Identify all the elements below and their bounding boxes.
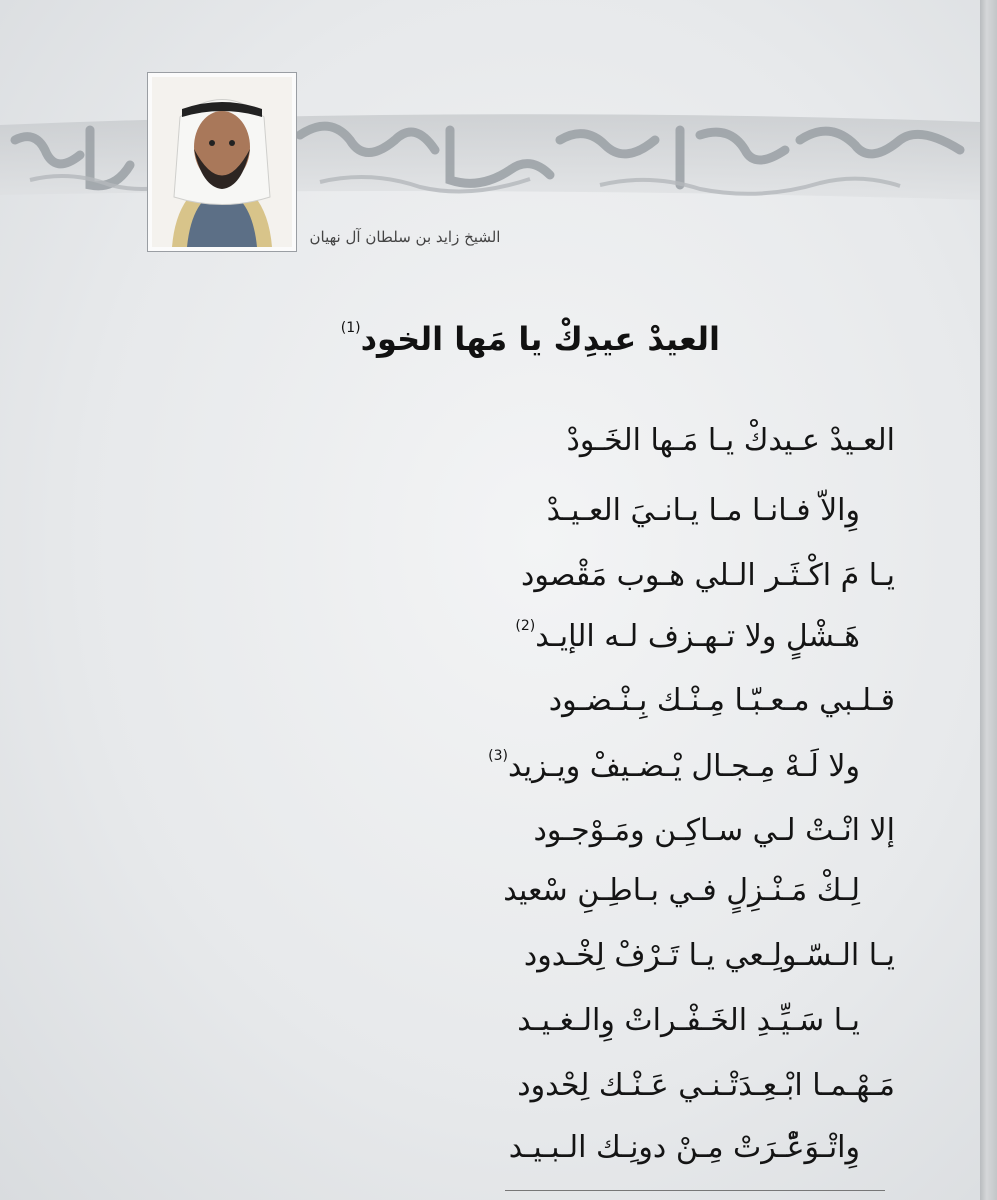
portrait-caption: الشيخ زايد بن سلطان آل نهيان [309, 228, 501, 246]
verse-line [125, 1003, 860, 1038]
verse-text: يـا سَـيِّـدِ الخَـفْـراتْ وِالـغـيـد [517, 1003, 860, 1038]
page-edge [980, 0, 997, 1200]
footnote-marker: (3) [488, 748, 508, 764]
verse-line [125, 558, 895, 593]
verse-line [125, 423, 895, 458]
verse-line [125, 873, 860, 908]
verse-text: وِالاّ فـانـا مـا يـانـيَ العـيـدْ [546, 493, 860, 528]
verse-text: ولا لَـهْ مِـجـال يْـضـيفْ ويـزيد [507, 749, 860, 784]
footnote-marker: (2) [515, 618, 536, 634]
verse-line [125, 618, 860, 654]
verse-text: إلا انْـتْ لـي سـاكِـن ومَـوْجـود [533, 813, 895, 848]
verse-text: يـا الـسّـولِـعي يـا تَـرْفْ لِخْـدود [523, 938, 895, 973]
verse-text: العـيدْ عـيدكْ يـا مَـها الخَـودْ [566, 423, 895, 458]
verse-line [125, 938, 895, 973]
poem-title [230, 320, 720, 358]
verse-line [125, 813, 895, 848]
verse-line [125, 683, 895, 718]
verse-text: هَـشْلٍ ولا تـهـزف لـه الإيـد [535, 619, 860, 654]
verse-text: قـلـبي مـعـبّـا مِـنْـك بِـنْـضـود [548, 683, 895, 718]
verse-line [125, 1130, 860, 1165]
footnote-divider [505, 1190, 885, 1191]
verse-line [125, 748, 860, 784]
verse-line [125, 493, 860, 528]
verse-text: لِـكْ مَـنْـزِلٍ فـي بـاطِـنِ سْعيد [503, 873, 860, 908]
verse-line [125, 1068, 895, 1103]
verse-text: يـا مَ اكْـثَـر الـلي هـوب مَقْصود [520, 558, 895, 593]
poem-title-text: العيدْ عيدِكْ يا مَها الخود [360, 320, 720, 358]
verse-text: مَـهْـمـا ابْـعِـدَتْـنـي عَـنْـك لِحْدود [517, 1068, 895, 1103]
portrait-frame [147, 72, 297, 252]
verse-text: وِاتْـوَعّْـرَتْ مِـنْ دونِـك الـبـيـد [508, 1130, 860, 1165]
title-footnote-marker: (1) [340, 320, 361, 336]
portrait-image [152, 77, 292, 247]
